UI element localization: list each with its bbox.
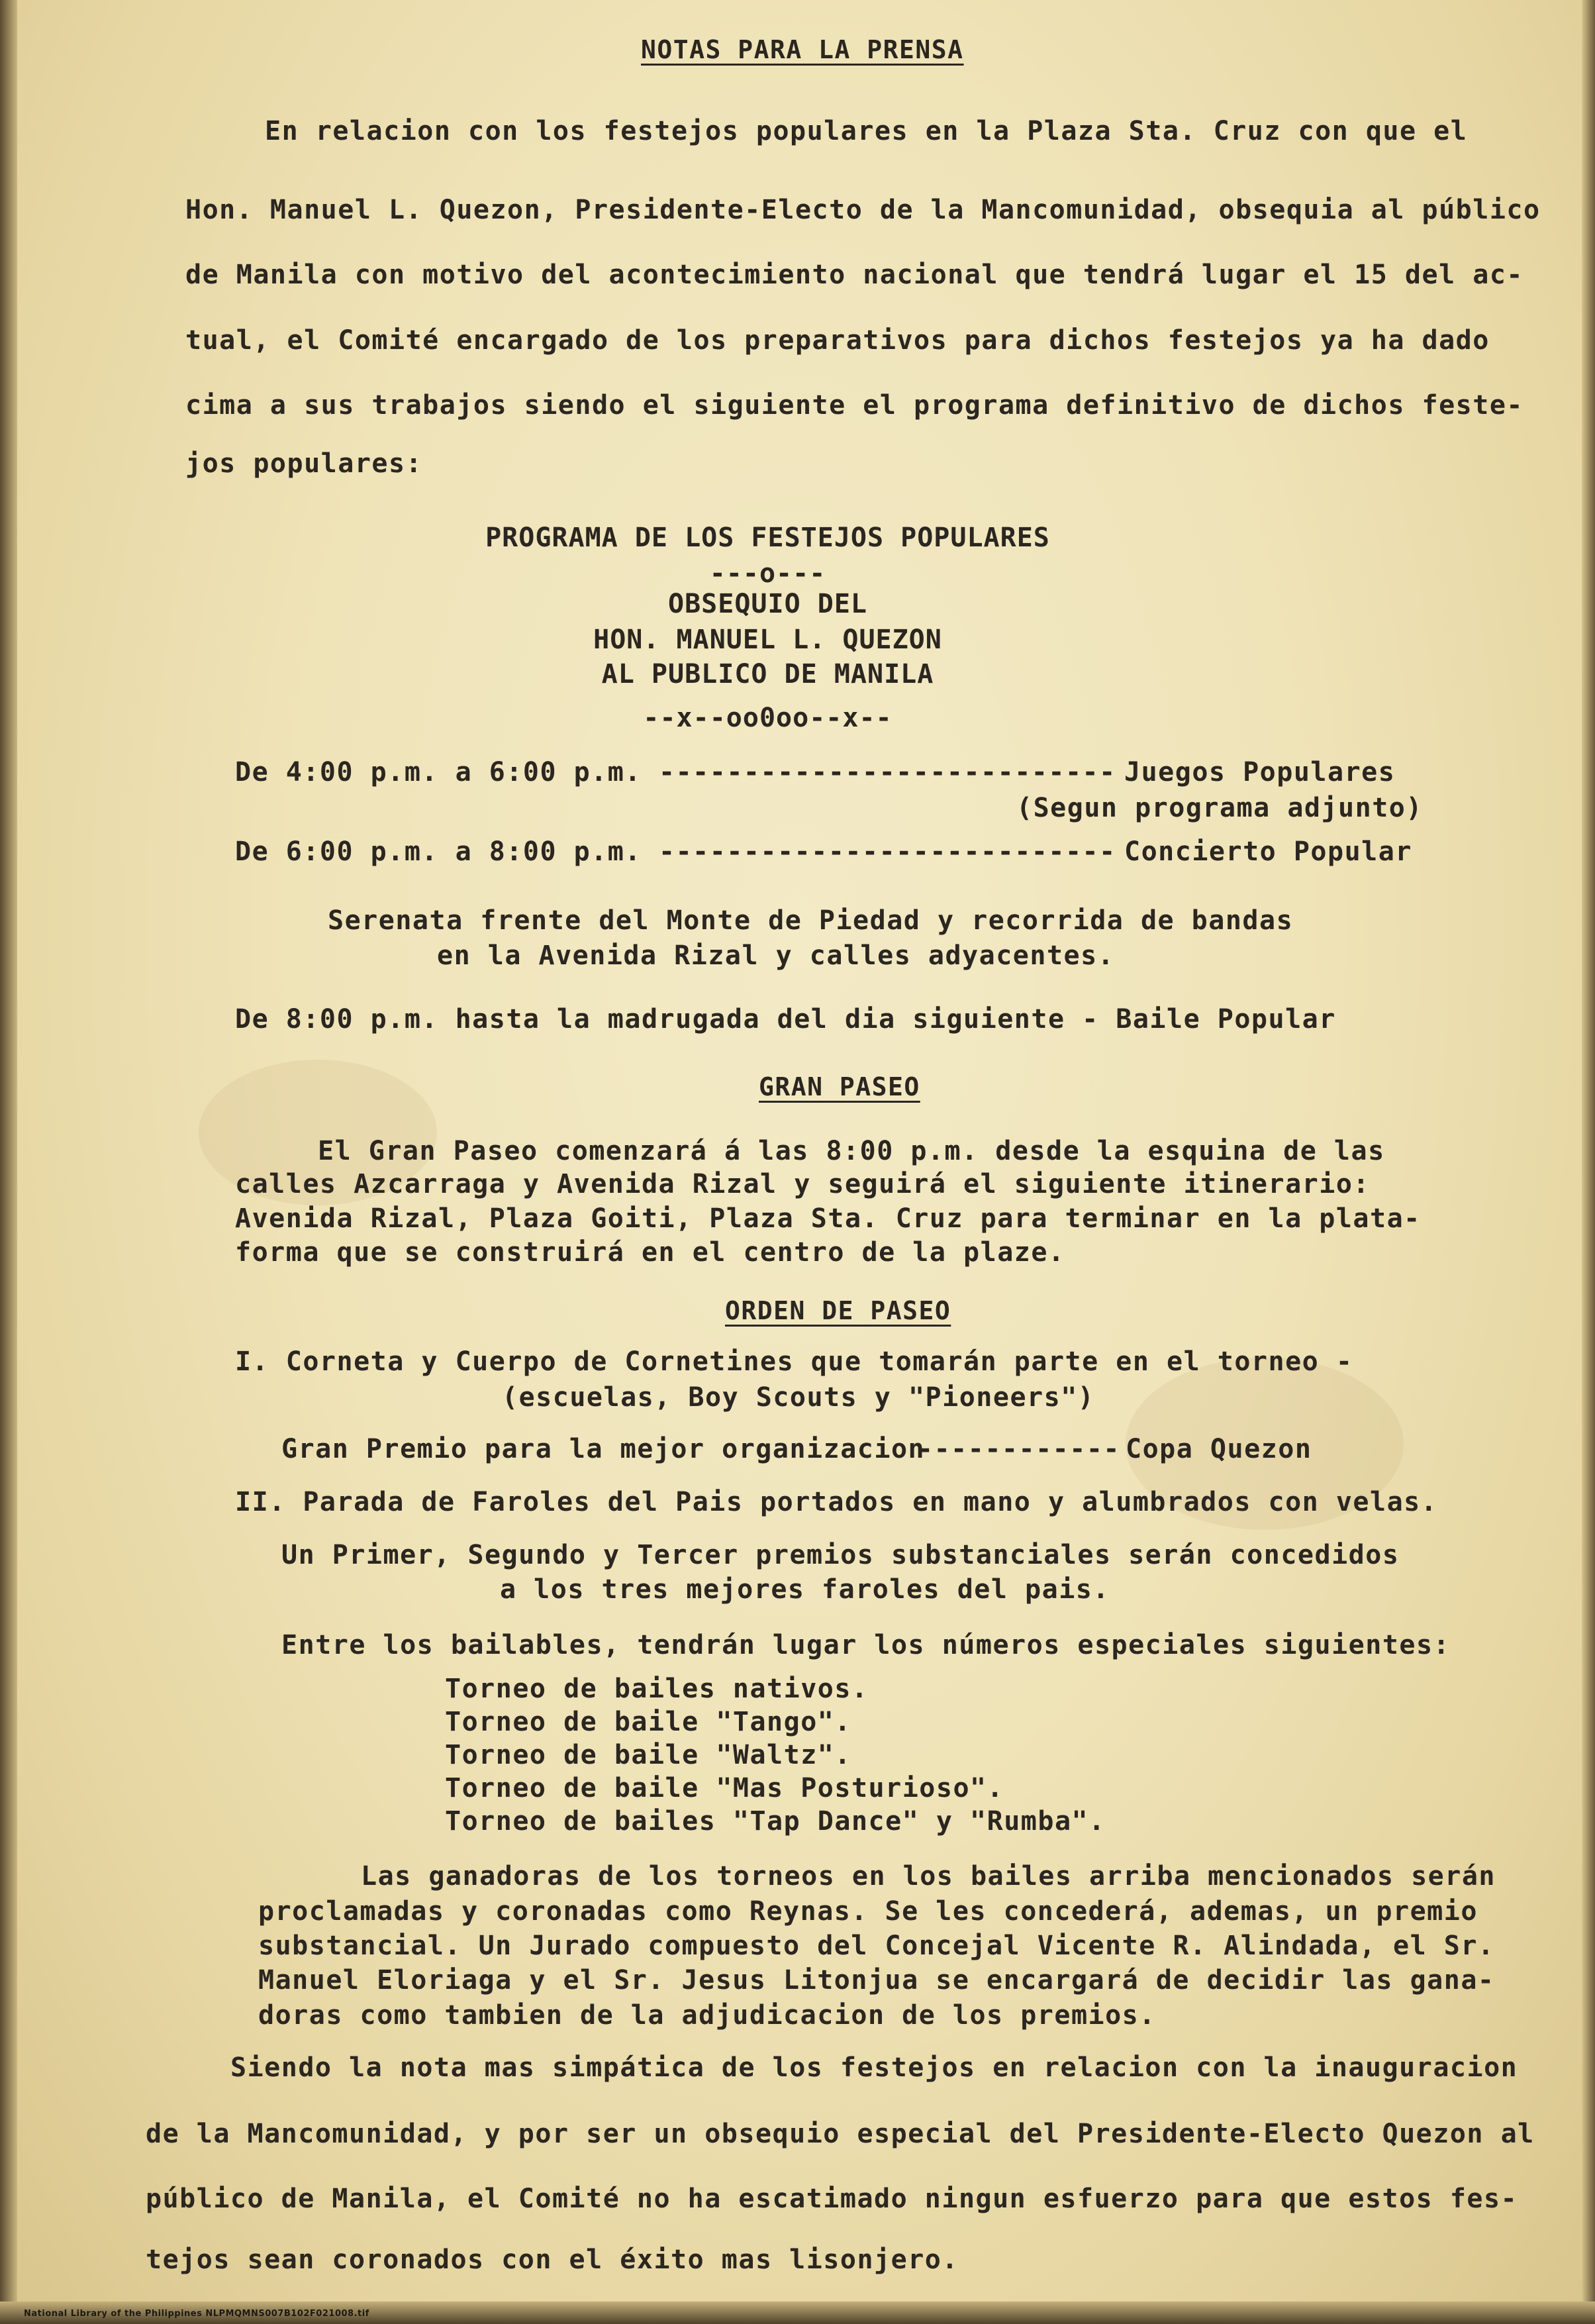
intro-line: jos populares: — [185, 448, 423, 479]
gran-paseo-line: Avenida Rizal, Plaza Goiti, Plaza Sta. Cruz para terminar en la plata- — [235, 1203, 1421, 1234]
page-edge-left — [0, 0, 17, 2324]
program-heading: PROGRAMA DE LOS FESTEJOS POPULARES — [485, 523, 1050, 553]
gran-paseo-line: El Gran Paseo comenzará á las 8:00 p.m. desde la esquina de las — [318, 1136, 1385, 1166]
premios-line: a los tres mejores faroles del pais. — [500, 1574, 1110, 1605]
program-subheading: HON. MANUEL L. QUEZON — [593, 625, 942, 655]
ganadoras-line: substancial. Un Jurado compuesto del Concejal Vicente R. Alindada, el Sr. — [258, 1931, 1495, 1961]
page-title: NOTAS PARA LA PRENSA — [641, 35, 964, 64]
torneo-item: Torneo de baile "Tango". — [445, 1707, 851, 1737]
intro-line: Hon. Manuel L. Quezon, Presidente-Electo de la Mancomunidad, obsequia al público — [185, 195, 1541, 225]
program-separator: ---o--- — [709, 558, 826, 589]
schedule-dashes: --------------------------- — [659, 757, 1116, 787]
premio-value: Copa Quezon — [1126, 1434, 1312, 1464]
torneo-item: Torneo de baile "Mas Posturioso". — [445, 1773, 1004, 1803]
program-separator: --x--oo0oo--x-- — [643, 703, 893, 733]
premio-label: Gran Premio para la mejor organizacion — [281, 1434, 926, 1464]
ganadoras-line: proclamadas y coronadas como Reynas. Se les concederá, ademas, un premio — [258, 1896, 1478, 1927]
ganadoras-line: Manuel Eloriaga y el Sr. Jesus Litonjua se encargará de decidir las gana- — [258, 1965, 1495, 1996]
schedule-note: (Segun programa adjunto) — [1016, 793, 1423, 823]
page-edge-right — [1582, 0, 1595, 2324]
ganadoras-line: Las ganadoras de los torneos en los bailes arriba mencionados serán — [361, 1861, 1496, 1892]
gran-paseo-line: calles Azcarraga y Avenida Rizal y seguirá el siguiente itinerario: — [235, 1169, 1370, 1199]
schedule-time: De 6:00 p.m. a 8:00 p.m. — [235, 836, 642, 867]
serenata-line: en la Avenida Rizal y calles adyacentes. — [437, 940, 1115, 971]
closing-line: Siendo la nota mas simpática de los festejos en relacion con la inauguracion — [230, 2052, 1518, 2083]
schedule-time: De 4:00 p.m. a 6:00 p.m. — [235, 757, 642, 787]
closing-line: de la Mancomunidad, y por ser un obsequio especial del Presidente-Electo Quezon al — [146, 2119, 1535, 2149]
gran-paseo-heading: GRAN PASEO — [759, 1072, 920, 1101]
gran-paseo-line: forma que se construirá en el centro de la plaze. — [235, 1237, 1065, 1268]
premio-dashes: ------------ — [917, 1434, 1120, 1464]
premios-line: Un Primer, Segundo y Tercer premios substanciales serán concedidos — [281, 1540, 1400, 1570]
program-subheading: OBSEQUIO DEL — [668, 589, 867, 619]
baile-line: De 8:00 p.m. hasta la madrugada del dia siguiente - Baile Popular — [235, 1004, 1336, 1035]
archive-footer: National Library of the Philippines NLPMQMNS007B102F021008.tif — [24, 2309, 369, 2319]
closing-line: público de Manila, el Comité no ha escatimado ningun esfuerzo para que estos fes- — [146, 2184, 1518, 2214]
program-subheading: AL PUBLICO DE MANILA — [601, 659, 934, 689]
schedule-event: Juegos Populares — [1124, 757, 1396, 787]
torneo-item: Torneo de bailes "Tap Dance" y "Rumba". — [445, 1806, 1106, 1837]
schedule-event: Concierto Popular — [1124, 836, 1412, 867]
intro-line: de Manila con motivo del acontecimiento nacional que tendrá lugar el 15 del ac- — [185, 260, 1523, 290]
schedule-dashes: --------------------------- — [659, 836, 1116, 867]
orden-item-note: (escuelas, Boy Scouts y "Pioneers") — [502, 1382, 1095, 1413]
intro-line: En relacion con los festejos populares en la Plaza Sta. Cruz con que el — [265, 116, 1468, 146]
orden-heading: ORDEN DE PASEO — [725, 1296, 951, 1325]
serenata-line: Serenata frente del Monte de Piedad y recorrida de bandas — [328, 905, 1294, 936]
ganadoras-line: doras como tambien de la adjudicacion de los premios. — [258, 2000, 1156, 2031]
torneo-item: Torneo de baile "Waltz". — [445, 1740, 851, 1770]
bailables-intro: Entre los bailables, tendrán lugar los números especiales siguientes: — [281, 1630, 1451, 1660]
torneo-item: Torneo de bailes nativos. — [445, 1674, 869, 1704]
intro-line: tual, el Comité encargado de los preparativos para dichos festejos ya ha dado — [185, 325, 1490, 356]
orden-item: I. Corneta y Cuerpo de Cornetines que tomarán parte en el torneo - — [235, 1346, 1353, 1377]
orden-item: II. Parada de Faroles del Pais portados en mano y alumbrados con velas. — [235, 1487, 1438, 1517]
closing-line: tejos sean coronados con el éxito mas lisonjero. — [146, 2245, 959, 2275]
intro-line: cima a sus trabajos siendo el siguiente el programa definitivo de dichos feste- — [185, 390, 1523, 421]
